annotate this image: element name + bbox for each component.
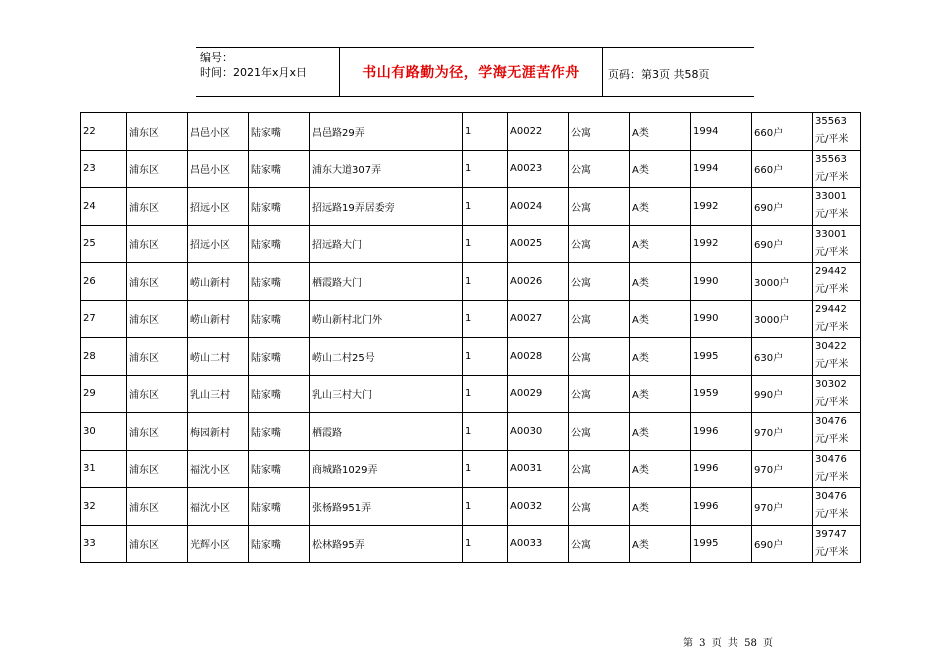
cell-type: 公寓	[569, 488, 630, 526]
cell-households: 690户	[752, 525, 813, 563]
cell-households: 990户	[752, 375, 813, 413]
header-divider-right	[602, 47, 603, 97]
cell-row-number: 25	[81, 225, 127, 263]
table-row	[81, 225, 861, 263]
cell-type: 公寓	[569, 338, 630, 376]
cell-community: 光辉小区	[188, 525, 249, 563]
cell-households: 630户	[752, 338, 813, 376]
cell-row-number: 23	[81, 150, 127, 188]
cell-count: 1	[463, 375, 508, 413]
cell-district: 浦东区	[127, 488, 188, 526]
cell-address: 招远路19弄居委旁	[310, 188, 463, 226]
cell-area: 陆家嘴	[249, 488, 310, 526]
cell-code: A0022	[508, 113, 569, 151]
cell-code: A0029	[508, 375, 569, 413]
cell-year: 1995	[691, 525, 752, 563]
cell-community: 招远小区	[188, 225, 249, 263]
cell-area: 陆家嘴	[249, 338, 310, 376]
cell-households: 3000户	[752, 263, 813, 301]
cell-code: A0033	[508, 525, 569, 563]
cell-address: 昌邑路29弄	[310, 113, 463, 151]
cell-type: 公寓	[569, 413, 630, 451]
cell-count: 1	[463, 225, 508, 263]
cell-district: 浦东区	[127, 338, 188, 376]
cell-area: 陆家嘴	[249, 263, 310, 301]
cell-households: 970户	[752, 488, 813, 526]
table-row	[81, 413, 861, 451]
cell-district: 浦东区	[127, 263, 188, 301]
cell-year: 1996	[691, 450, 752, 488]
cell-address: 招远路大门	[310, 225, 463, 263]
cell-district: 浦东区	[127, 413, 188, 451]
cell-district: 浦东区	[127, 188, 188, 226]
cell-code: A0031	[508, 450, 569, 488]
cell-price: 29442元/平米	[813, 263, 861, 301]
cell-year: 1959	[691, 375, 752, 413]
cell-row-number: 30	[81, 413, 127, 451]
cell-address: 栖霞路大门	[310, 263, 463, 301]
cell-type: 公寓	[569, 450, 630, 488]
cell-row-number: 31	[81, 450, 127, 488]
cell-address: 松林路95弄	[310, 525, 463, 563]
cell-row-number: 26	[81, 263, 127, 301]
cell-district: 浦东区	[127, 525, 188, 563]
cell-code: A0024	[508, 188, 569, 226]
cell-count: 1	[463, 263, 508, 301]
cell-code: A0027	[508, 300, 569, 338]
cell-price: 33001元/平米	[813, 225, 861, 263]
cell-class: A类	[630, 113, 691, 151]
cell-year: 1992	[691, 188, 752, 226]
cell-class: A类	[630, 300, 691, 338]
cell-year: 1990	[691, 263, 752, 301]
cell-price: 35563元/平米	[813, 150, 861, 188]
cell-households: 660户	[752, 150, 813, 188]
cell-count: 1	[463, 188, 508, 226]
cell-class: A类	[630, 225, 691, 263]
table-row	[81, 113, 861, 151]
cell-count: 1	[463, 488, 508, 526]
table-row	[81, 300, 861, 338]
table-row	[81, 150, 861, 188]
header-page-label: 页码：第3页 共58页	[608, 68, 710, 81]
cell-community: 乳山三村	[188, 375, 249, 413]
cell-type: 公寓	[569, 300, 630, 338]
cell-price: 39747元/平米	[813, 525, 861, 563]
cell-households: 690户	[752, 188, 813, 226]
cell-address: 崂山二村25号	[310, 338, 463, 376]
cell-district: 浦东区	[127, 225, 188, 263]
cell-code: A0028	[508, 338, 569, 376]
cell-price: 30476元/平米	[813, 450, 861, 488]
cell-row-number: 24	[81, 188, 127, 226]
cell-code: A0023	[508, 150, 569, 188]
cell-code: A0026	[508, 263, 569, 301]
cell-class: A类	[630, 263, 691, 301]
cell-count: 1	[463, 450, 508, 488]
table-row	[81, 375, 861, 413]
cell-price: 35563元/平米	[813, 113, 861, 151]
cell-year: 1990	[691, 300, 752, 338]
cell-year: 1995	[691, 338, 752, 376]
cell-row-number: 28	[81, 338, 127, 376]
cell-count: 1	[463, 525, 508, 563]
cell-community: 福沈小区	[188, 488, 249, 526]
header-bottom-rule	[196, 96, 754, 97]
cell-district: 浦东区	[127, 113, 188, 151]
cell-district: 浦东区	[127, 450, 188, 488]
cell-code: A0025	[508, 225, 569, 263]
cell-area: 陆家嘴	[249, 113, 310, 151]
cell-class: A类	[630, 188, 691, 226]
cell-address: 浦东大道307弄	[310, 150, 463, 188]
table-row	[81, 450, 861, 488]
cell-households: 660户	[752, 113, 813, 151]
cell-class: A类	[630, 375, 691, 413]
header-motto: 书山有路勤为径，学海无涯苦作舟	[362, 65, 580, 81]
cell-row-number: 22	[81, 113, 127, 151]
cell-area: 陆家嘴	[249, 525, 310, 563]
cell-area: 陆家嘴	[249, 150, 310, 188]
data-table	[80, 112, 861, 563]
cell-price: 30302元/平米	[813, 375, 861, 413]
cell-row-number: 33	[81, 525, 127, 563]
cell-area: 陆家嘴	[249, 375, 310, 413]
header-time-label: 时间：2021年x月x日	[200, 66, 308, 79]
cell-count: 1	[463, 300, 508, 338]
cell-area: 陆家嘴	[249, 450, 310, 488]
cell-community: 崂山新村	[188, 263, 249, 301]
cell-class: A类	[630, 338, 691, 376]
cell-price: 33001元/平米	[813, 188, 861, 226]
cell-count: 1	[463, 338, 508, 376]
cell-households: 970户	[752, 413, 813, 451]
cell-type: 公寓	[569, 225, 630, 263]
table-row	[81, 525, 861, 563]
cell-district: 浦东区	[127, 150, 188, 188]
cell-community: 崂山二村	[188, 338, 249, 376]
cell-households: 690户	[752, 225, 813, 263]
cell-row-number: 32	[81, 488, 127, 526]
cell-community: 福沈小区	[188, 450, 249, 488]
cell-count: 1	[463, 150, 508, 188]
cell-address: 商城路1029弄	[310, 450, 463, 488]
table-row	[81, 188, 861, 226]
cell-address: 栖霞路	[310, 413, 463, 451]
cell-address: 张杨路951弄	[310, 488, 463, 526]
table-row	[81, 338, 861, 376]
cell-community: 昌邑小区	[188, 113, 249, 151]
cell-row-number: 27	[81, 300, 127, 338]
cell-class: A类	[630, 488, 691, 526]
header-top-rule	[196, 47, 754, 48]
cell-type: 公寓	[569, 150, 630, 188]
cell-households: 3000户	[752, 300, 813, 338]
cell-price: 30476元/平米	[813, 488, 861, 526]
cell-year: 1994	[691, 113, 752, 151]
cell-area: 陆家嘴	[249, 225, 310, 263]
cell-count: 1	[463, 113, 508, 151]
cell-area: 陆家嘴	[249, 413, 310, 451]
cell-class: A类	[630, 525, 691, 563]
cell-community: 崂山新村	[188, 300, 249, 338]
cell-year: 1992	[691, 225, 752, 263]
cell-price: 30422元/平米	[813, 338, 861, 376]
table-row	[81, 488, 861, 526]
cell-area: 陆家嘴	[249, 188, 310, 226]
cell-community: 昌邑小区	[188, 150, 249, 188]
cell-year: 1994	[691, 150, 752, 188]
cell-type: 公寓	[569, 525, 630, 563]
cell-type: 公寓	[569, 113, 630, 151]
cell-community: 梅园新村	[188, 413, 249, 451]
cell-district: 浦东区	[127, 300, 188, 338]
cell-year: 1996	[691, 413, 752, 451]
cell-type: 公寓	[569, 375, 630, 413]
cell-area: 陆家嘴	[249, 300, 310, 338]
cell-type: 公寓	[569, 188, 630, 226]
cell-code: A0030	[508, 413, 569, 451]
cell-address: 崂山新村北门外	[310, 300, 463, 338]
header-meta	[200, 50, 307, 80]
cell-price: 30476元/平米	[813, 413, 861, 451]
cell-district: 浦东区	[127, 375, 188, 413]
table-row	[81, 263, 861, 301]
cell-year: 1996	[691, 488, 752, 526]
footer-page-number: 第 3 页 共 58 页	[683, 638, 773, 649]
cell-class: A类	[630, 413, 691, 451]
data-table-body	[81, 113, 861, 563]
cell-class: A类	[630, 450, 691, 488]
cell-community: 招远小区	[188, 188, 249, 226]
cell-households: 970户	[752, 450, 813, 488]
cell-address: 乳山三村大门	[310, 375, 463, 413]
cell-type: 公寓	[569, 263, 630, 301]
cell-price: 29442元/平米	[813, 300, 861, 338]
cell-code: A0032	[508, 488, 569, 526]
cell-class: A类	[630, 150, 691, 188]
header-number-label: 编号：	[200, 51, 233, 64]
cell-row-number: 29	[81, 375, 127, 413]
cell-count: 1	[463, 413, 508, 451]
